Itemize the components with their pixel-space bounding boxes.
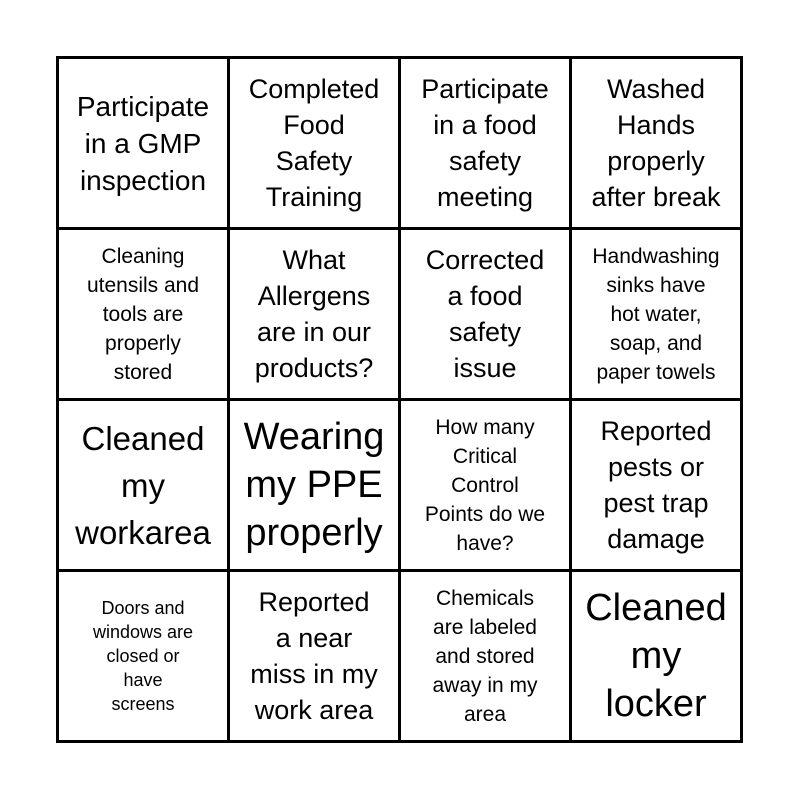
square-label: Reported a near miss in my work area xyxy=(250,587,378,725)
square-label: Reported pests or pest trap damage xyxy=(600,416,712,554)
square-label: Participate in a GMP inspection xyxy=(76,90,210,196)
bingo-square-r3c2[interactable] xyxy=(230,401,398,569)
square-label: Cleaned my workarea xyxy=(75,419,211,551)
bingo-square-r3c1[interactable] xyxy=(59,401,227,569)
square-label: Wearing my PPE properly xyxy=(243,416,385,554)
square-label: How many Critical Control Points do we have? xyxy=(424,415,546,555)
bingo-square-r4c2[interactable] xyxy=(230,572,398,740)
bingo-square-r3c3[interactable] xyxy=(401,401,569,569)
square-label: Chemicals are labeled and stored away in my area xyxy=(432,586,538,726)
square-label: Washed Hands properly after break xyxy=(591,74,721,212)
bingo-square-r4c4[interactable] xyxy=(572,572,740,740)
square-label: Corrected a food safety issue xyxy=(425,245,545,383)
bingo-square-r2c4[interactable] xyxy=(572,230,740,398)
square-label: What Allergens are in our products? xyxy=(254,245,374,383)
bingo-square-r1c3[interactable] xyxy=(401,59,569,227)
bingo-square-r1c4[interactable] xyxy=(572,59,740,227)
bingo-board xyxy=(56,56,743,743)
bingo-square-r4c1[interactable] xyxy=(59,572,227,740)
bingo-square-r2c1[interactable] xyxy=(59,230,227,398)
bingo-square-r4c3[interactable] xyxy=(401,572,569,740)
square-label: Completed Food Safety Training xyxy=(248,74,380,212)
square-label: Cleaning utensils and tools are properly stored xyxy=(86,244,200,384)
bingo-square-r1c1[interactable] xyxy=(59,59,227,227)
bingo-square-r1c2[interactable] xyxy=(230,59,398,227)
bingo-square-r2c3[interactable] xyxy=(401,230,569,398)
square-label: Cleaned my locker xyxy=(585,587,727,725)
square-label: Handwashing sinks have hot water, soap, and paper towels xyxy=(592,244,720,384)
bingo-square-r2c2[interactable] xyxy=(230,230,398,398)
square-label: Doors and windows are closed or have screens xyxy=(92,598,194,714)
bingo-square-r3c4[interactable] xyxy=(572,401,740,569)
square-label: Participate in a food safety meeting xyxy=(421,74,549,212)
